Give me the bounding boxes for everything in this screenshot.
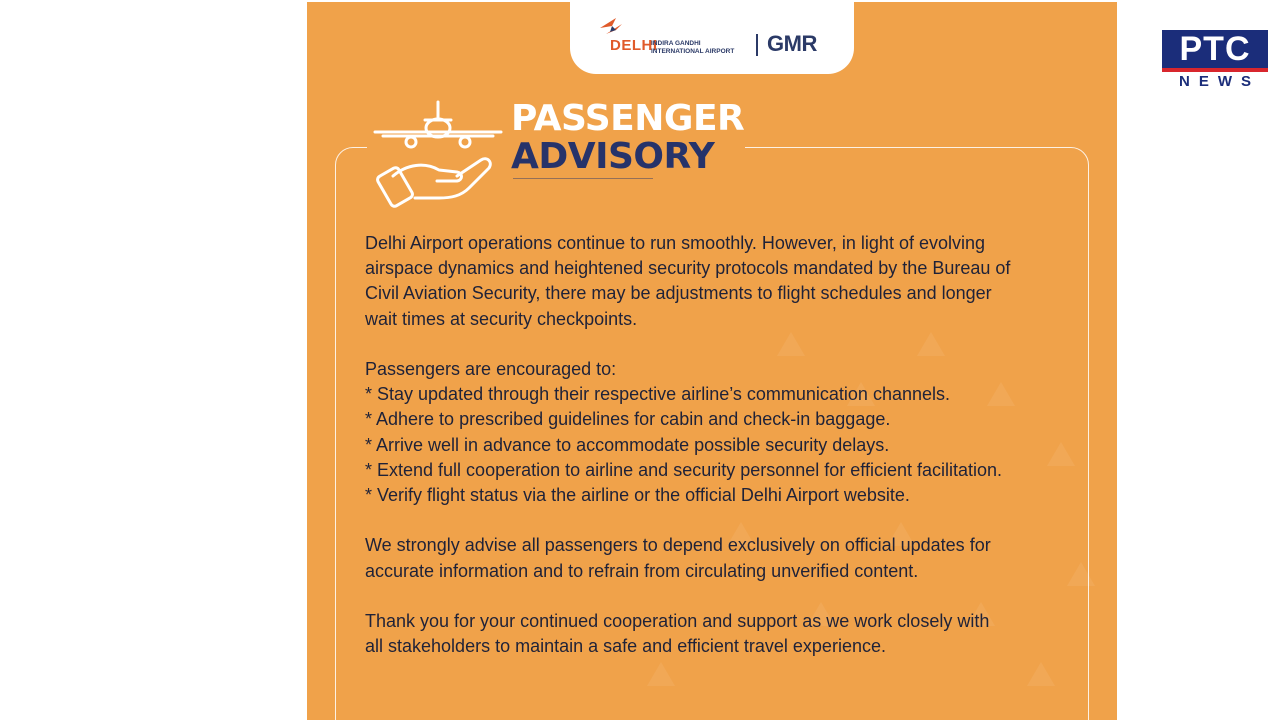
intro-line: Delhi Airport operations continue to run smoothly. However, in light of evolving (365, 233, 985, 253)
ptc-news-watermark (1162, 30, 1268, 92)
intro-line: airspace dynamics and heightened security protocols mandated by the Bureau of (365, 258, 1011, 279)
advice-bullet: * Extend full cooperation to airline and security personnel for efficient facilitation. (365, 459, 1003, 480)
advice-line: We strongly advise all passengers to depend exclusively on official updates for (365, 535, 991, 556)
ptc-logo-bar (1162, 68, 1268, 72)
advisory-body (365, 231, 1085, 659)
news-logo-text: NEWS (1179, 73, 1260, 90)
advisory-title-line1: PASSENGER (511, 98, 745, 139)
advice-bullet: * Stay updated through their respective airline’s communication channels. (365, 384, 950, 405)
intro-line: Civil Aviation Security, there may be adjustments to flight schedules and longer (365, 283, 992, 304)
intro-line: wait times at security checkpoints. (365, 308, 638, 329)
airport-logo-tab (570, 2, 854, 74)
advice-bullet: * Verify flight status via the airline or the official Delhi Airport website. (365, 485, 910, 506)
advice-bullet: * Adhere to prescribed guidelines for cabin and check-in baggage. (365, 409, 891, 430)
advisory-poster (307, 2, 1117, 720)
encouraged-heading: Passengers are encouraged to: (365, 359, 617, 379)
delhi-airport-logo-icon (598, 14, 628, 38)
advice-line: accurate information and to refrain from circulating unverified content. (365, 560, 919, 581)
paragraph-gap (365, 584, 1085, 609)
advisory-title-line2: ADVISORY (511, 136, 715, 177)
title-underline (513, 178, 653, 179)
ptc-logo-text: PTC (1179, 30, 1251, 68)
paragraph-gap (365, 332, 1085, 357)
advice-bullet: * Arrive well in advance to accommodate possible security delays. (365, 434, 890, 455)
gmr-logo: GMR (767, 31, 817, 56)
airport-name-text: INDIRA GANDHI INTERNATIONAL AIRPORT (651, 40, 735, 55)
thanks-line: all stakeholders to maintain a safe and efficient travel experience. (365, 636, 886, 657)
logo-divider (756, 34, 758, 56)
paragraph-gap (365, 508, 1085, 533)
plane-hand-icon (373, 98, 503, 210)
delhi-logo-text: DELHI (610, 37, 658, 54)
thanks-line: Thank you for your continued cooperation and support as we work closely with (365, 611, 990, 631)
